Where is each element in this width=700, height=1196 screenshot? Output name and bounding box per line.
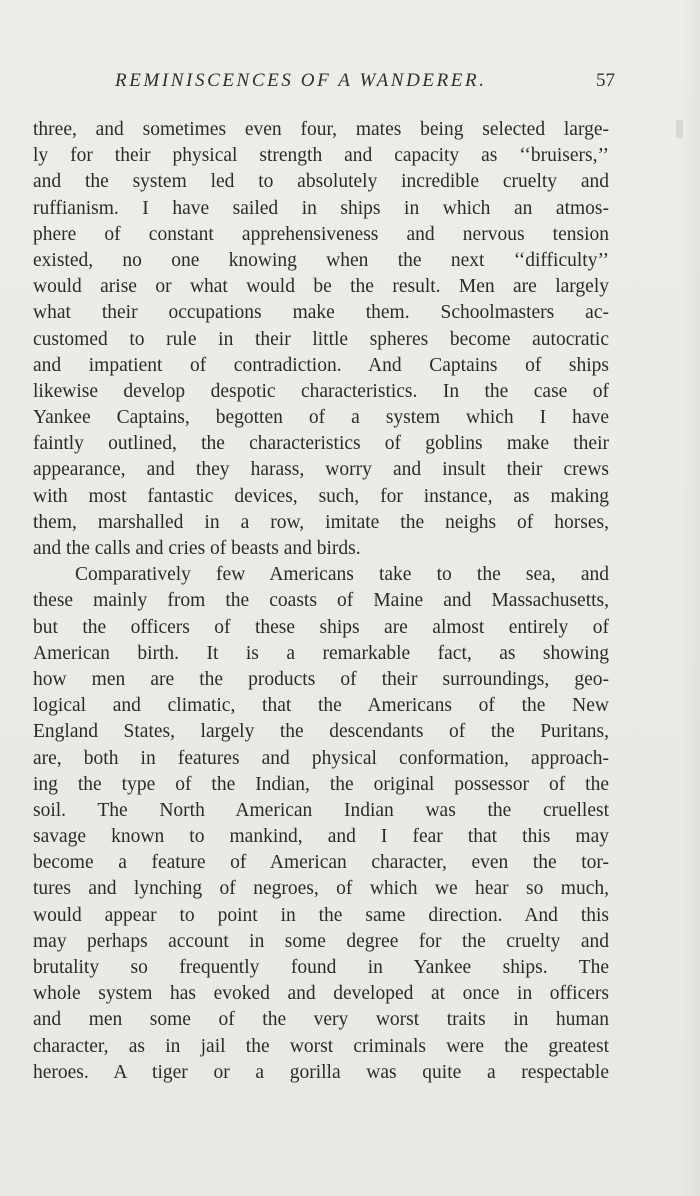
page-edge-shadow (682, 0, 700, 1196)
body-text (33, 117, 609, 1086)
text-line: phere of constant apprehensiveness and nervous tension (33, 223, 609, 245)
running-head: REMINISCENCES OF A WANDERER. (115, 70, 487, 91)
margin-mark (676, 120, 683, 138)
text-line: what their occupations make them. Schoolmasters ac- (33, 302, 609, 324)
text-line: these mainly from the coasts of Maine and Massachusetts, (33, 590, 609, 612)
text-line: but the officers of these ships are almost entirely of (33, 616, 609, 638)
paragraph (33, 562, 609, 1086)
text-line: heroes. A tiger or a gorilla was quite a respectable (33, 1061, 609, 1083)
text-line: England States, largely the descendants of the Puritans, (33, 721, 609, 743)
text-line: whole system has evoked and developed at once in officers (33, 983, 609, 1005)
text-line: existed, no one knowing when the next ‘‘difficulty’’ (33, 249, 609, 271)
text-line: ing the type of the Indian, the original possessor of the (33, 773, 609, 795)
text-line: how men are the products of their surroundings, geo- (33, 668, 609, 690)
text-line: and the system led to absolutely incredible cruelty and (33, 171, 609, 193)
text-line: are, both in features and physical conformation, approach- (33, 747, 609, 769)
text-line: ly for their physical strength and capacity as ‘‘bruisers,’’ (33, 145, 609, 167)
text-line: likewise develop despotic characteristics. In the case of (33, 380, 609, 402)
text-line: logical and climatic, that the Americans of the New (33, 695, 609, 717)
text-line: them, marshalled in a row, imitate the neighs of horses, (33, 511, 609, 533)
text-line: brutality so frequently found in Yankee ships. The (33, 957, 609, 978)
paragraph (33, 117, 609, 562)
text-line: soil. The North American Indian was the cruellest (33, 799, 609, 821)
text-line: would appear to point in the same direction. And this (33, 904, 609, 926)
text-line: may perhaps account in some degree for the cruelty and (33, 930, 609, 952)
text-line: and men some of the very worst traits in human (33, 1009, 609, 1031)
text-line: tures and lynching of negroes, of which we hear so much, (33, 878, 609, 900)
text-line: American birth. It is a remarkable fact, as showing (33, 642, 609, 664)
text-line: would arise or what would be the result. Men are largely (33, 276, 609, 298)
text-line: become a feature of American character, even the tor- (33, 852, 609, 874)
page-number: 57 (596, 70, 615, 91)
text-line: character, as in jail the worst criminals were the greatest (33, 1035, 609, 1057)
text-line: ruffianism. I have sailed in ships in which an atmos- (33, 197, 609, 219)
text-line: savage known to mankind, and I fear that this may (33, 826, 609, 848)
text-line: with most fantastic devices, such, for instance, as making (33, 485, 609, 507)
text-line: Yankee Captains, begotten of a system which I have (33, 407, 609, 429)
text-line: and the calls and cries of beasts and birds. (33, 538, 361, 559)
text-line: customed to rule in their little spheres become autocratic (33, 328, 609, 350)
text-line: three, and sometimes even four, mates being selected large- (33, 119, 609, 140)
text-line: and impatient of contradiction. And Captains of ships (33, 354, 609, 376)
text-line: Comparatively few Americans take to the sea, and (75, 564, 609, 586)
text-line: appearance, and they harass, worry and insult their crews (33, 459, 609, 481)
text-line: faintly outlined, the characteristics of goblins make their (33, 433, 609, 455)
